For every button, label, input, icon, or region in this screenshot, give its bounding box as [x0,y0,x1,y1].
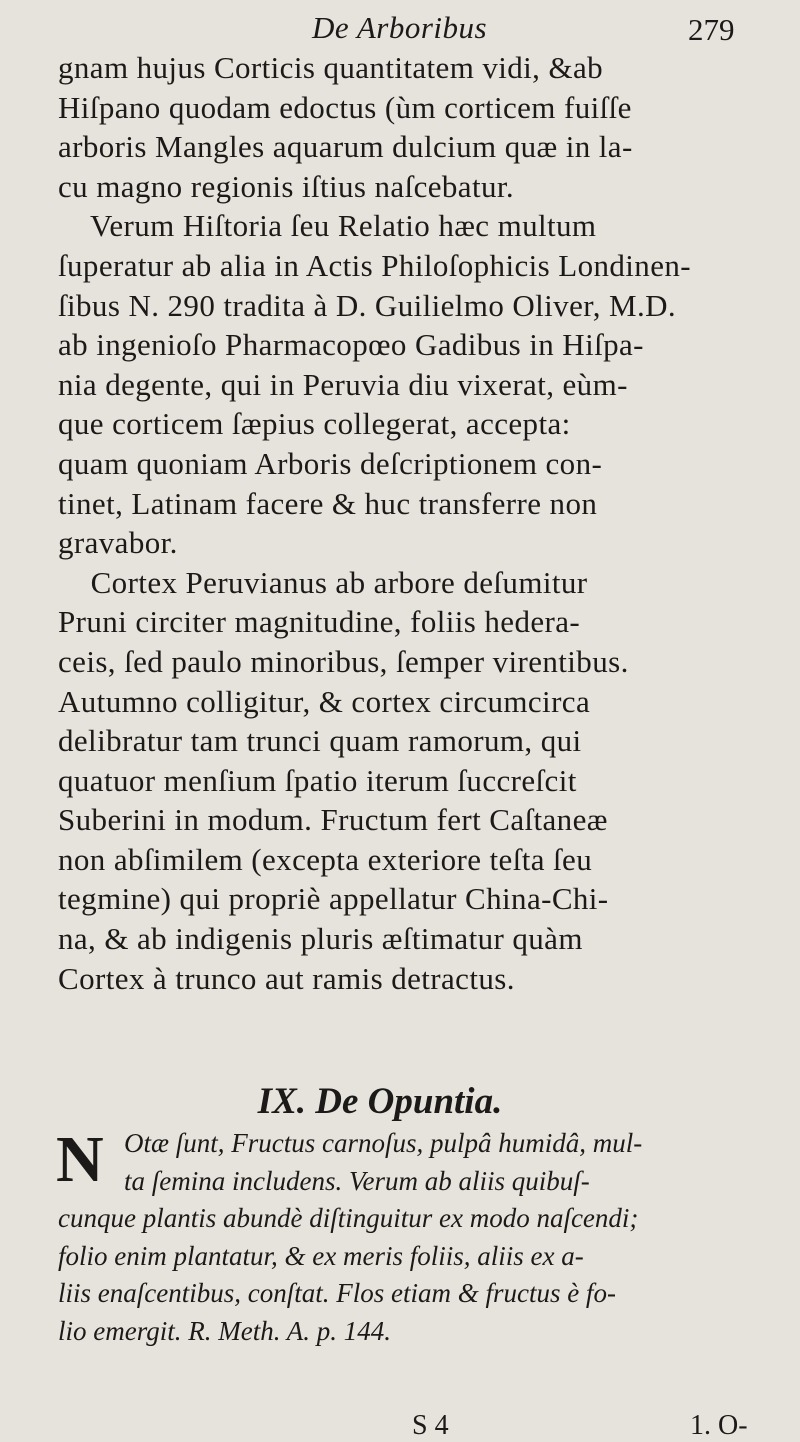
text-line: quam quoniam Arboris deſcriptionem con- [58,445,603,481]
text-line: nia degente, qui in Peruvia diu vixerat, eùm- [58,366,628,402]
catchword: 1. O- [690,1410,748,1441]
text-line: tegmine) qui propriè appellatur China-Chi- [58,881,609,917]
notes-block [58,1125,778,1350]
body-text [58,48,778,998]
text-line: quatuor menſium ſpatio iterum ſuccreſcit [58,762,577,798]
text-line: na, & ab indigenis pluris æſtimatur quàm [58,921,583,957]
text-line: Suberini in modum. Fructum fert Caſtaneæ [58,802,608,838]
text-line: gravabor. [58,525,178,561]
text-line: arboris Mangles aquarum dulcium quæ in la- [58,129,633,165]
note-line: Otæ ſunt, Fructus carnoſus, pulpâ humidâ, mul- [124,1128,643,1158]
text-line: Cortex à trunco aut ramis detractus. [58,960,515,996]
text-line: Cortex Peruvianus ab arbore deſumitur [58,564,588,600]
note-line: ta ſemina includens. Verum ab aliis quibuſ- [124,1165,590,1196]
text-line: ceis, ſed paulo minoribus, ſemper virentibus. [58,643,629,679]
text-line: non abſimilem (excepta exteriore teſta ſeu [58,841,593,877]
text-line: Verum Hiſtoria ſeu Relatio hæc multum [58,208,597,244]
text-line: tinet, Latinam facere & huc transferre non [58,485,598,521]
note-line: cunque plantis abundè diſtinguitur ex modo naſcendi; [58,1203,639,1233]
running-title: De Arboribus [312,10,488,45]
note-line: liis enaſcentibus, conſtat. Flos etiam & fructus è fo- [58,1278,616,1308]
text-line: ab ingenioſo Pharmacopœo Gadibus in Hiſpa- [58,327,644,363]
section-heading: IX. De Opuntia. [257,1081,503,1122]
text-line: delibratur tam trunci quam ramorum, qui [58,723,582,759]
text-line: gnam hujus Corticis quantitatem vidi, &ab [58,50,604,85]
note-line: lio emergit. R. Meth. A. p. 144. [58,1315,391,1346]
page-number: 279 [688,12,735,47]
text-line: ſuperatur ab alia in Actis Philoſophicis Londinen- [58,247,691,283]
drop-cap: N [56,1123,104,1196]
text-line: cu magno regionis iſtius naſcebatur. [58,168,515,204]
note-line: folio enim plantatur, & ex meris foliis, aliis ex a- [58,1240,584,1271]
text-line: Autumno colligitur, & cortex circumcirca [58,683,591,719]
text-line: Hiſpano quodam edoctus (ùm corticem fuiſſe [58,89,632,125]
text-line: que corticem ſæpius collegerat, accepta: [58,406,571,442]
text-line: Pruni circiter magnitudine, foliis hedera- [58,604,581,640]
running-head [0,10,800,50]
signature-mark: S 4 [412,1410,449,1441]
text-line: ſibus N. 290 tradita à D. Guilielmo Oliver, M.D. [58,287,677,323]
